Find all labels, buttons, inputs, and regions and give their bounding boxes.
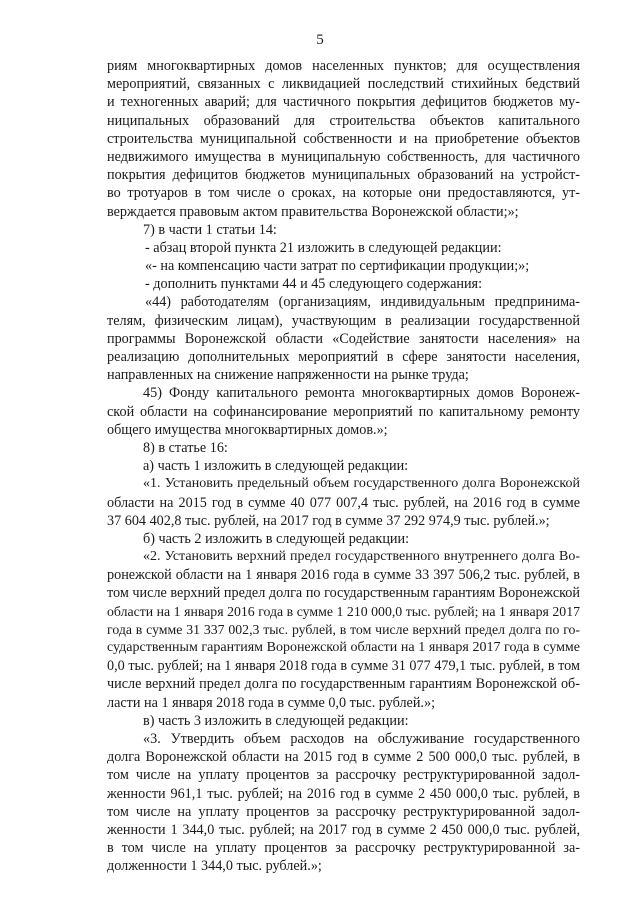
text-line: «44) работодателям (организациям, индивидуальным предпринима- [145,294,580,311]
text-line: реализацию дополнительных мероприятий в сфере занятости населения, [107,349,580,365]
text-line: долга Воронежской области на 2015 год в сумме 2 500 000,0 тыс. рублей, в [107,749,580,766]
text-line: 0,0 тыс. рублей; на 1 января 2018 года в сумме 31 077 479,1 тыс. рублей, в том [107,658,580,675]
text-line: а) часть 1 изложить в следующей редакции: [143,458,409,475]
text-line: направленных на снижение напряженности на рынке труда; [107,367,469,384]
text-line: мероприятий, связанных с ликвидацией последствий стихийных бедствий [107,76,580,93]
text-line: 37 604 402,8 тыс. рублей, на 2017 год в сумме 37 292 974,9 тыс. рублей.»; [107,512,550,529]
text-line: - дополнить пунктами 44 и 45 следующего содержания: [145,276,483,293]
text-line: ласти на 1 января 2018 года в сумме 0,0 тыс. рублей.»; [107,694,436,711]
text-line: области на 2015 год в сумме 40 077 007,4 тыс. рублей, на 2016 год в сумме [107,494,580,511]
text-line: том числе на уплату процентов за рассрочку реструктурированной задол- [107,767,580,784]
text-line: том числе верхний предел долга по государственным гарантиям Воронежской [107,585,580,602]
text-line: программы Воронежской области «Содействие занятости населения» на [107,330,580,347]
text-line: 45) Фонду капитального ремонта многоквартирных домов Воронеж- [143,385,580,402]
text-line: покрытия дефицитов бюджетов муниципальных образований на устройст- [107,167,580,184]
text-line: риям многоквартирных домов населенных пунктов; для осуществления [107,58,580,74]
text-line: «1. Установить предельный объем государственного долга Воронежской [143,476,580,492]
document-body [107,57,580,875]
text-line: 7) в части 1 статьи 14: [143,221,277,238]
text-line: - абзац второй пункта 21 изложить в следующей редакции: [145,239,502,256]
text-line: во тротуаров в том числе о сроках, на которые они предоставляются, ут- [107,185,580,202]
text-line: верждается правовым актом правительства Воронежской области;»; [107,203,519,220]
text-line: года в сумме 31 337 002,3 тыс. рублей, в том числе верхний предел долга по го- [107,621,580,637]
text-line: телям, физическим лицам), участвующим в реализации государственной [107,312,580,329]
text-line: женности 1 344,0 тыс. рублей; на 2017 год в сумме 2 450 000,0 тыс. рублей, [107,821,580,838]
text-line: области на 1 января 2016 года в сумме 1 210 000,0 тыс. рублей; на 1 января 2017 [107,603,580,619]
text-line: «- на компенсацию части затрат по сертификации продукции;»; [145,258,530,275]
text-line: строительства муниципальной собственности и на приобретение объектов [107,130,580,147]
text-line: недвижимого имущества в муниципальную собственность, для частичного [107,148,580,165]
text-line: б) часть 2 изложить в следующей редакции: [143,530,410,547]
text-line: долженности 1 344,0 тыс. рублей.»; [107,858,322,875]
text-line: и техногенных аварий; для частичного покрытия дефицитов бюджетов му- [107,94,580,111]
text-line: в) часть 3 изложить в следующей редакции: [143,712,409,729]
text-line: «3. Утвердить объем расходов на обслуживание государственного [143,730,580,747]
text-line: сударственным гарантиям Воронежской области на 1 января 2017 года в сумме [107,640,580,655]
page-number: 5 [316,32,324,48]
text-line: общего имущества многоквартирных домов.»; [107,421,388,438]
text-line: «2. Установить верхний предел государственного внутреннего долга Во- [143,549,580,565]
text-line: том числе на уплату процентов за рассрочку реструктурированной задол- [107,803,580,820]
text-line: в том числе на уплату процентов за рассрочку реструктурированной за- [107,840,580,857]
text-line: 8) в статье 16: [143,439,228,456]
text-line: ниципальных образований для строительства объектов капитального [107,112,580,129]
text-line: числе верхний предел долга по государственным гарантиям Воронежской об- [107,676,580,693]
text-line: ской области на софинансирование мероприятий по капитальному ремонту [107,403,580,420]
text-line: женности 961,1 тыс. рублей; на 2016 год в сумме 2 450 000,0 тыс. рублей, в [107,785,580,802]
text-line: ронежской области на 1 января 2016 года в сумме 33 397 506,2 тыс. рублей, в [107,567,580,584]
